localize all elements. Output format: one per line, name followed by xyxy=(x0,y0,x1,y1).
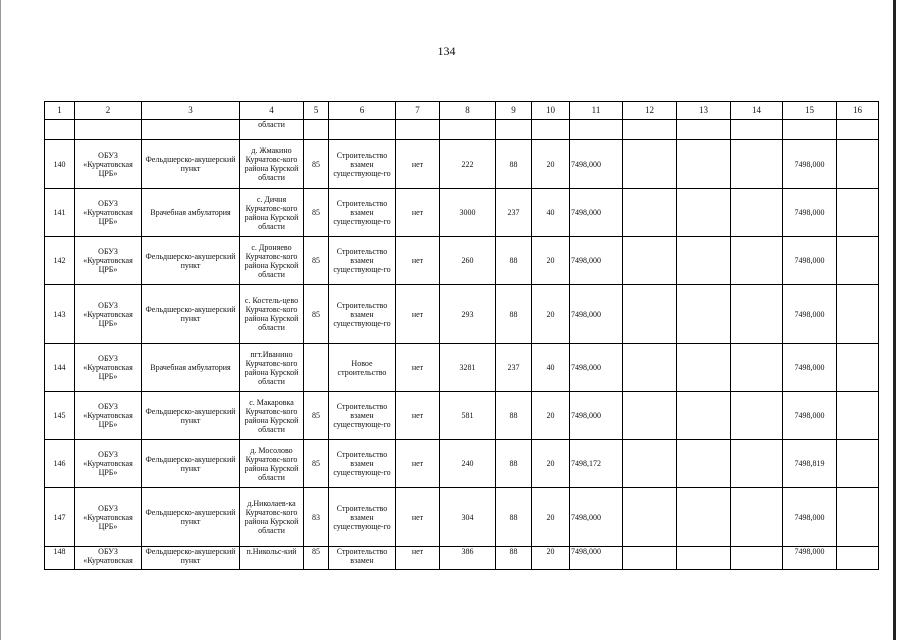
empty-cell xyxy=(837,140,879,189)
cost-cell: 7498,000 xyxy=(570,189,623,237)
column-number: 3 xyxy=(142,102,240,120)
staff-cell: 40 xyxy=(532,189,570,237)
construction-type-cell: Строительство взамен существующе-го xyxy=(329,237,396,285)
row-number-cell: 144 xyxy=(45,344,75,392)
staff-cell: 20 xyxy=(532,392,570,440)
location-cell: д. Жмакино Курчатовс-кого района Курской области xyxy=(240,140,304,189)
facility-type-cell: Фельдшерско-акушерский пункт xyxy=(142,392,240,440)
empty-cell xyxy=(677,488,731,547)
staff-cell: 20 xyxy=(532,237,570,285)
empty-cell xyxy=(731,140,783,189)
table-row xyxy=(45,140,879,189)
construction-type-cell: Строительство взамен xyxy=(329,547,396,570)
table-cell xyxy=(783,120,837,140)
construction-type-cell: Строительство взамен существующе-го xyxy=(329,285,396,344)
empty-cell xyxy=(837,488,879,547)
cost-cell: 7498,000 xyxy=(570,392,623,440)
cost-cell: 7498,000 xyxy=(570,285,623,344)
status-cell: нет xyxy=(396,488,440,547)
value-cell: 83 xyxy=(304,488,329,547)
value-cell: 85 xyxy=(304,140,329,189)
cost-cell: 7498,000 xyxy=(570,547,623,570)
continuation-cell: области xyxy=(240,120,304,140)
value-cell: 85 xyxy=(304,285,329,344)
empty-cell xyxy=(837,237,879,285)
organization-cell: ОБУЗ «Курчатовская xyxy=(75,547,142,570)
empty-cell xyxy=(837,285,879,344)
table-cell xyxy=(304,120,329,140)
column-number: 8 xyxy=(440,102,496,120)
empty-cell xyxy=(623,392,677,440)
capacity-cell: 88 xyxy=(496,140,532,189)
staff-cell: 20 xyxy=(532,488,570,547)
column-number: 10 xyxy=(532,102,570,120)
empty-cell xyxy=(731,440,783,488)
staff-cell: 20 xyxy=(532,140,570,189)
empty-cell xyxy=(837,547,879,570)
area-cell: 3000 xyxy=(440,189,496,237)
facility-type-cell: Фельдшерско-акушерский пункт xyxy=(142,440,240,488)
continuation-row xyxy=(45,120,879,140)
scan-edge-right xyxy=(893,0,896,640)
total-cost-cell: 7498,000 xyxy=(783,392,837,440)
location-cell: пгт.Иванино Курчатовс-кого района Курской области xyxy=(240,344,304,392)
facility-type-cell: Фельдшерско-акушерский пункт xyxy=(142,140,240,189)
status-cell: нет xyxy=(396,547,440,570)
location-cell: д. Мосолово Курчатовс-кого района Курской области xyxy=(240,440,304,488)
total-cost-cell: 7498,819 xyxy=(783,440,837,488)
capacity-cell: 88 xyxy=(496,547,532,570)
table-row xyxy=(45,189,879,237)
table-cell xyxy=(532,120,570,140)
cost-cell: 7498,000 xyxy=(570,237,623,285)
capacity-cell: 237 xyxy=(496,189,532,237)
cost-cell: 7498,000 xyxy=(570,488,623,547)
location-cell: д.Николаев-ка Курчатовс-кого района Курской области xyxy=(240,488,304,547)
empty-cell xyxy=(677,237,731,285)
table-row xyxy=(45,392,879,440)
column-number: 15 xyxy=(783,102,837,120)
total-cost-cell: 7498,000 xyxy=(783,488,837,547)
table-cell xyxy=(329,120,396,140)
area-cell: 581 xyxy=(440,392,496,440)
table-row xyxy=(45,440,879,488)
organization-cell: ОБУЗ «Курчатовская ЦРБ» xyxy=(75,189,142,237)
status-cell: нет xyxy=(396,285,440,344)
table-cell xyxy=(45,120,75,140)
page-number: 134 xyxy=(437,44,456,58)
value-cell xyxy=(304,344,329,392)
column-number: 11 xyxy=(570,102,623,120)
column-number: 2 xyxy=(75,102,142,120)
location-cell: с. Дроняево Курчатовс-кого района Курской области xyxy=(240,237,304,285)
total-cost-cell: 7498,000 xyxy=(783,140,837,189)
organization-cell: ОБУЗ «Курчатовская ЦРБ» xyxy=(75,237,142,285)
column-number: 13 xyxy=(677,102,731,120)
table-cell xyxy=(570,120,623,140)
facility-type-cell: Фельдшерско-акушерский пункт xyxy=(142,285,240,344)
status-cell: нет xyxy=(396,344,440,392)
construction-type-cell: Строительство взамен существующе-го xyxy=(329,392,396,440)
column-number: 1 xyxy=(45,102,75,120)
row-number-cell: 147 xyxy=(45,488,75,547)
facility-type-cell: Врачебная амбулатория xyxy=(142,189,240,237)
empty-cell xyxy=(731,237,783,285)
organization-cell: ОБУЗ «Курчатовская ЦРБ» xyxy=(75,440,142,488)
empty-cell xyxy=(731,189,783,237)
empty-cell xyxy=(837,392,879,440)
status-cell: нет xyxy=(396,189,440,237)
table-row xyxy=(45,547,879,570)
value-cell: 85 xyxy=(304,392,329,440)
area-cell: 3281 xyxy=(440,344,496,392)
empty-cell xyxy=(677,285,731,344)
area-cell: 222 xyxy=(440,140,496,189)
row-number-cell: 141 xyxy=(45,189,75,237)
column-number: 4 xyxy=(240,102,304,120)
organization-cell: ОБУЗ «Курчатовская ЦРБ» xyxy=(75,285,142,344)
area-cell: 386 xyxy=(440,547,496,570)
column-number: 14 xyxy=(731,102,783,120)
cost-cell: 7498,000 xyxy=(570,344,623,392)
table-body xyxy=(45,102,879,570)
table-cell xyxy=(440,120,496,140)
capacity-cell: 88 xyxy=(496,488,532,547)
row-number-cell: 145 xyxy=(45,392,75,440)
table-row xyxy=(45,237,879,285)
total-cost-cell: 7498,000 xyxy=(783,237,837,285)
empty-cell xyxy=(623,547,677,570)
facility-type-cell: Фельдшерско-акушерский пункт xyxy=(142,488,240,547)
column-number: 5 xyxy=(304,102,329,120)
table-cell xyxy=(396,120,440,140)
construction-type-cell: Строительство взамен существующе-го xyxy=(329,189,396,237)
table-row xyxy=(45,344,879,392)
empty-cell xyxy=(623,189,677,237)
empty-cell xyxy=(837,189,879,237)
scan-edge-left xyxy=(0,0,1,640)
row-number-cell: 146 xyxy=(45,440,75,488)
construction-type-cell: Строительство взамен существующе-го xyxy=(329,488,396,547)
empty-cell xyxy=(677,344,731,392)
table-row xyxy=(45,285,879,344)
area-cell: 304 xyxy=(440,488,496,547)
value-cell: 85 xyxy=(304,237,329,285)
staff-cell: 20 xyxy=(532,440,570,488)
total-cost-cell: 7498,000 xyxy=(783,285,837,344)
empty-cell xyxy=(731,488,783,547)
empty-cell xyxy=(731,344,783,392)
capacity-cell: 237 xyxy=(496,344,532,392)
organization-cell: ОБУЗ «Курчатовская ЦРБ» xyxy=(75,140,142,189)
facility-type-cell: Врачебная амбулатория xyxy=(142,344,240,392)
row-number-cell: 142 xyxy=(45,237,75,285)
value-cell: 85 xyxy=(304,189,329,237)
staff-cell: 20 xyxy=(532,285,570,344)
column-number: 7 xyxy=(396,102,440,120)
empty-cell xyxy=(623,488,677,547)
status-cell: нет xyxy=(396,392,440,440)
area-cell: 293 xyxy=(440,285,496,344)
table-cell xyxy=(623,120,677,140)
empty-cell xyxy=(731,547,783,570)
table-cell xyxy=(75,120,142,140)
total-cost-cell: 7498,000 xyxy=(783,344,837,392)
location-cell: с. Костель-цево Курчатовс-кого района Курской области xyxy=(240,285,304,344)
organization-cell: ОБУЗ «Курчатовская ЦРБ» xyxy=(75,488,142,547)
empty-cell xyxy=(837,344,879,392)
construction-type-cell: Строительство взамен существующе-го xyxy=(329,440,396,488)
row-number-cell: 148 xyxy=(45,547,75,570)
table-cell xyxy=(677,120,731,140)
empty-cell xyxy=(623,140,677,189)
capacity-cell: 88 xyxy=(496,237,532,285)
row-number-cell: 143 xyxy=(45,285,75,344)
area-cell: 260 xyxy=(440,237,496,285)
facility-type-cell: Фельдшерско-акушерский пункт xyxy=(142,547,240,570)
value-cell: 85 xyxy=(304,440,329,488)
staff-cell: 40 xyxy=(532,344,570,392)
organization-cell: ОБУЗ «Курчатовская ЦРБ» xyxy=(75,344,142,392)
cost-cell: 7498,000 xyxy=(570,140,623,189)
location-cell: п.Никольс-кий xyxy=(240,547,304,570)
row-number-cell: 140 xyxy=(45,140,75,189)
empty-cell xyxy=(677,140,731,189)
empty-cell xyxy=(623,237,677,285)
column-number: 16 xyxy=(837,102,879,120)
table-cell xyxy=(496,120,532,140)
empty-cell xyxy=(623,285,677,344)
area-cell: 240 xyxy=(440,440,496,488)
total-cost-cell: 7498,000 xyxy=(783,547,837,570)
column-number: 9 xyxy=(496,102,532,120)
staff-cell: 20 xyxy=(532,547,570,570)
empty-cell xyxy=(677,392,731,440)
table-row xyxy=(45,488,879,547)
capacity-cell: 88 xyxy=(496,440,532,488)
empty-cell xyxy=(677,547,731,570)
value-cell: 85 xyxy=(304,547,329,570)
empty-cell xyxy=(623,344,677,392)
header-row xyxy=(45,102,879,120)
organization-cell: ОБУЗ «Курчатовская ЦРБ» xyxy=(75,392,142,440)
column-number: 6 xyxy=(329,102,396,120)
status-cell: нет xyxy=(396,237,440,285)
location-cell: с. Макаровка Курчатовс-кого района Курской области xyxy=(240,392,304,440)
construction-type-cell: Строительство взамен существующе-го xyxy=(329,140,396,189)
cost-cell: 7498,172 xyxy=(570,440,623,488)
table-cell xyxy=(142,120,240,140)
status-cell: нет xyxy=(396,140,440,189)
table-cell xyxy=(731,120,783,140)
empty-cell xyxy=(837,440,879,488)
empty-cell xyxy=(731,285,783,344)
empty-cell xyxy=(731,392,783,440)
empty-cell xyxy=(677,440,731,488)
total-cost-cell: 7498,000 xyxy=(783,189,837,237)
table-cell xyxy=(837,120,879,140)
empty-cell xyxy=(677,189,731,237)
column-number: 12 xyxy=(623,102,677,120)
status-cell: нет xyxy=(396,440,440,488)
register-table xyxy=(44,101,879,570)
empty-cell xyxy=(623,440,677,488)
capacity-cell: 88 xyxy=(496,392,532,440)
capacity-cell: 88 xyxy=(496,285,532,344)
construction-type-cell: Новое строительство xyxy=(329,344,396,392)
facility-type-cell: Фельдшерско-акушерский пункт xyxy=(142,237,240,285)
location-cell: с. Дичня Курчатовс-кого района Курской области xyxy=(240,189,304,237)
